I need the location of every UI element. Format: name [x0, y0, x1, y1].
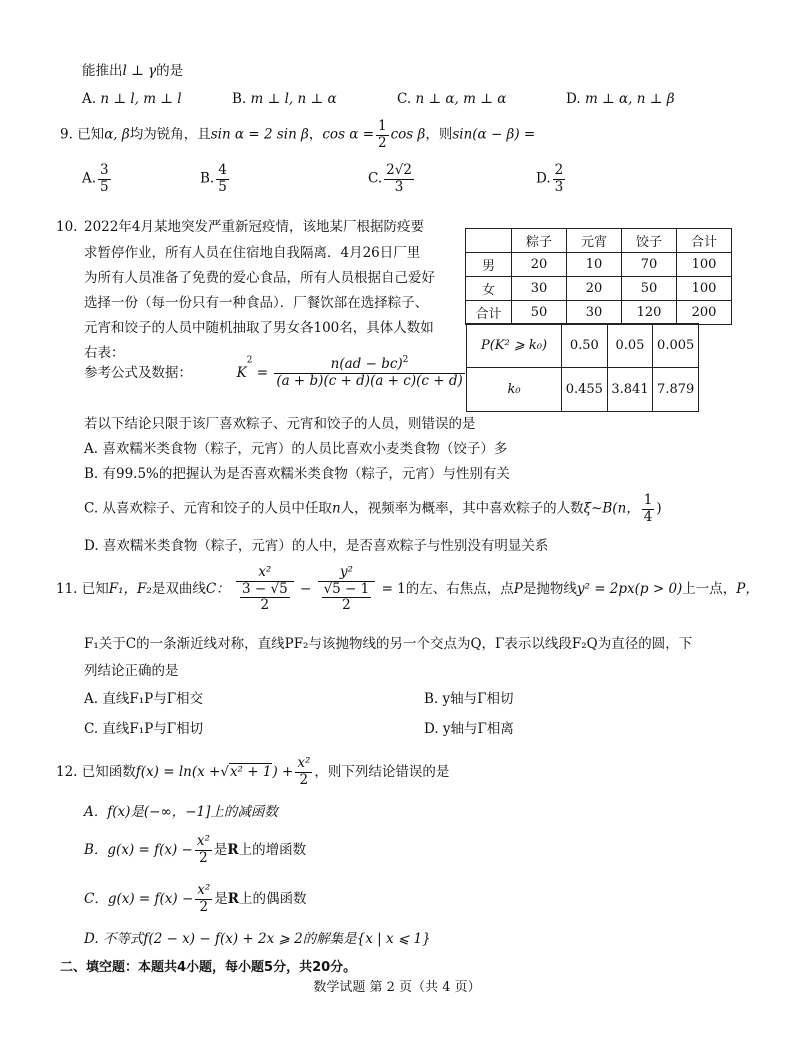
- section-heading: 二、填空题：本题共4小题，每小题5分，共20分。: [60, 960, 357, 975]
- q12-option-d: D. 不等式f(2 − x) − f(x) + 2x ⩾ 2的解集是{x | x ⩽ 1}: [84, 931, 431, 947]
- q10-critical-value-table: [466, 323, 699, 412]
- q9-half-fraction: $\frac{1}{2}$: [378, 118, 387, 151]
- q10-count-table: [465, 228, 732, 325]
- table-row: P(K² ⩾ k₀) 0.50 0.05 0.005: [467, 324, 699, 368]
- q10-option-c: C. 从喜欢粽子、元宵和饺子的人员中任取n人，视频率为概率，其中喜欢粽子的人数ξ∼B(n， $\frac{1}{4}$ ): [84, 492, 662, 525]
- table-cell: [466, 229, 512, 253]
- table-header: 元宵: [567, 229, 622, 253]
- q11-option-b: B. y轴与Γ相切: [424, 691, 514, 707]
- page-footer: 数学试题 第 2 页（共 4 页）: [313, 980, 481, 995]
- q8-stem: 能推出l ⊥ γ的是: [82, 63, 184, 79]
- q11-option-c: C. 直线F₁P与Γ相切: [84, 721, 204, 737]
- q10-prompt: 若以下结论只限于该厂喜欢粽子、元宵和饺子的人员，则错误的是: [84, 416, 476, 432]
- q12-stem: 12. 已知函数f(x) = ln(x +√x² + 1) + $\frac{\text{x²}}{2}$ ，则下列结论错误的是: [56, 755, 450, 788]
- table-header: 粽子: [512, 229, 567, 253]
- q10-line-1: 2022年4月某地突发严重新冠疫情，该地某厂根据防疫要: [84, 219, 424, 235]
- q9-option-b: B. $\frac{4}{5}$: [200, 162, 227, 195]
- q9-option-a: A. $\frac{3}{5}$: [82, 162, 109, 195]
- q9-option-d: D. $\frac{2}{3}$: [536, 162, 564, 195]
- q8-option-d: D. m ⊥ α, n ⊥ β: [566, 91, 675, 107]
- table-header: 饺子: [622, 229, 677, 253]
- q11-line-3: 列结论正确的是: [84, 663, 179, 679]
- q10-line-4: 选择一份（每一份只有一种食品）．厂餐饮部在选择粽子、: [84, 295, 429, 311]
- table-header: 合计: [677, 229, 732, 253]
- q9-option-c: C. $\frac{2√2}{3}$: [368, 162, 412, 195]
- table-row: 合计 50 30 120 200: [466, 301, 732, 325]
- q11-option-a: A. 直线F₁P与Γ相交: [84, 691, 204, 707]
- q10-line-5: 元宵和饺子的人员中随机抽取了男女各100名，具体人数如: [84, 320, 434, 336]
- q10-line-3: 为所有人员准备了免费的爱心食品，所有人员根据自己爱好: [84, 270, 435, 286]
- q11-option-d: D. y轴与Γ相离: [424, 721, 514, 737]
- q10-line-6: 右表：: [84, 345, 125, 361]
- q8-option-b: B. m ⊥ l, n ⊥ α: [232, 91, 337, 107]
- q12-option-c: C．g(x) = f(x) − $\frac{\text{x²}}{2}$ 是R上的偶函数: [84, 882, 307, 915]
- q12-option-a: A．f(x)是(−∞，−1]上的减函数: [84, 804, 278, 820]
- q11-y-fraction: $\frac{\text{y²}}{\frac{√5 - 1}{2}}$: [318, 565, 376, 614]
- q11-x-fraction: $\frac{\text{x²}}{\frac{3 - √5}{2}}$: [236, 565, 294, 614]
- q10-line-2: 求暂停作业，所有人员在住宿地自我隔离．4月26日厂里: [84, 245, 421, 261]
- q8-option-c: C. n ⊥ α, m ⊥ α: [397, 91, 507, 107]
- q12-option-b: B．g(x) = f(x) − $\frac{\text{x²}}{2}$ 是R上的增函数: [84, 833, 307, 866]
- q11-line-2: F₁关于C的一条渐近线对称，直线PF₂与该抛物线的另一个交点为Q，Γ表示以线段F₂Q为直径的圆，下: [84, 636, 693, 652]
- q10-option-a: A. 喜欢糯米类食物（粽子，元宵）的人员比喜欢小麦类食物（饺子）多: [84, 441, 508, 457]
- q10-option-b: B. 有99.5%的把握认为是否喜欢糯米类食物（粽子，元宵）与性别有关: [84, 466, 510, 482]
- q10-reference-formula: 参考公式及数据： $K^2$ = $\frac{n(ad - bc)^2}{(a + b)(c + d)(a + c)(c + d)}$: [84, 355, 463, 389]
- table-row: 女 30 20 50 100: [466, 277, 732, 301]
- q9-stem: 9. 已知α, β均为锐角，且sin α = 2 sin β，cos α = $\frac{1}{2}$ cos β，则sin(α − β) =: [60, 118, 536, 151]
- q11-stem: 11. 已知F₁，F₂是双曲线C： $\frac{\text{x²}}{\frac{3 - √5}{2}}$ − $\frac{\text{y²}}{\frac{√5 - 1}{2}}$ = 1的左、右焦点，点P是抛物线y² = 2px(p > 0)上一点，P，: [56, 564, 759, 614]
- table-row: 男 20 10 70 100: [466, 253, 732, 277]
- q8-option-a: A. n ⊥ l, m ⊥ l: [82, 91, 182, 107]
- table-row: k₀ 0.455 3.841 7.879: [467, 368, 699, 412]
- q10-number: 10.: [56, 219, 78, 235]
- q10-option-d: D. 喜欢糯米类食物（粽子，元宵）的人中，是否喜欢粽子与性别没有明显关系: [84, 538, 549, 554]
